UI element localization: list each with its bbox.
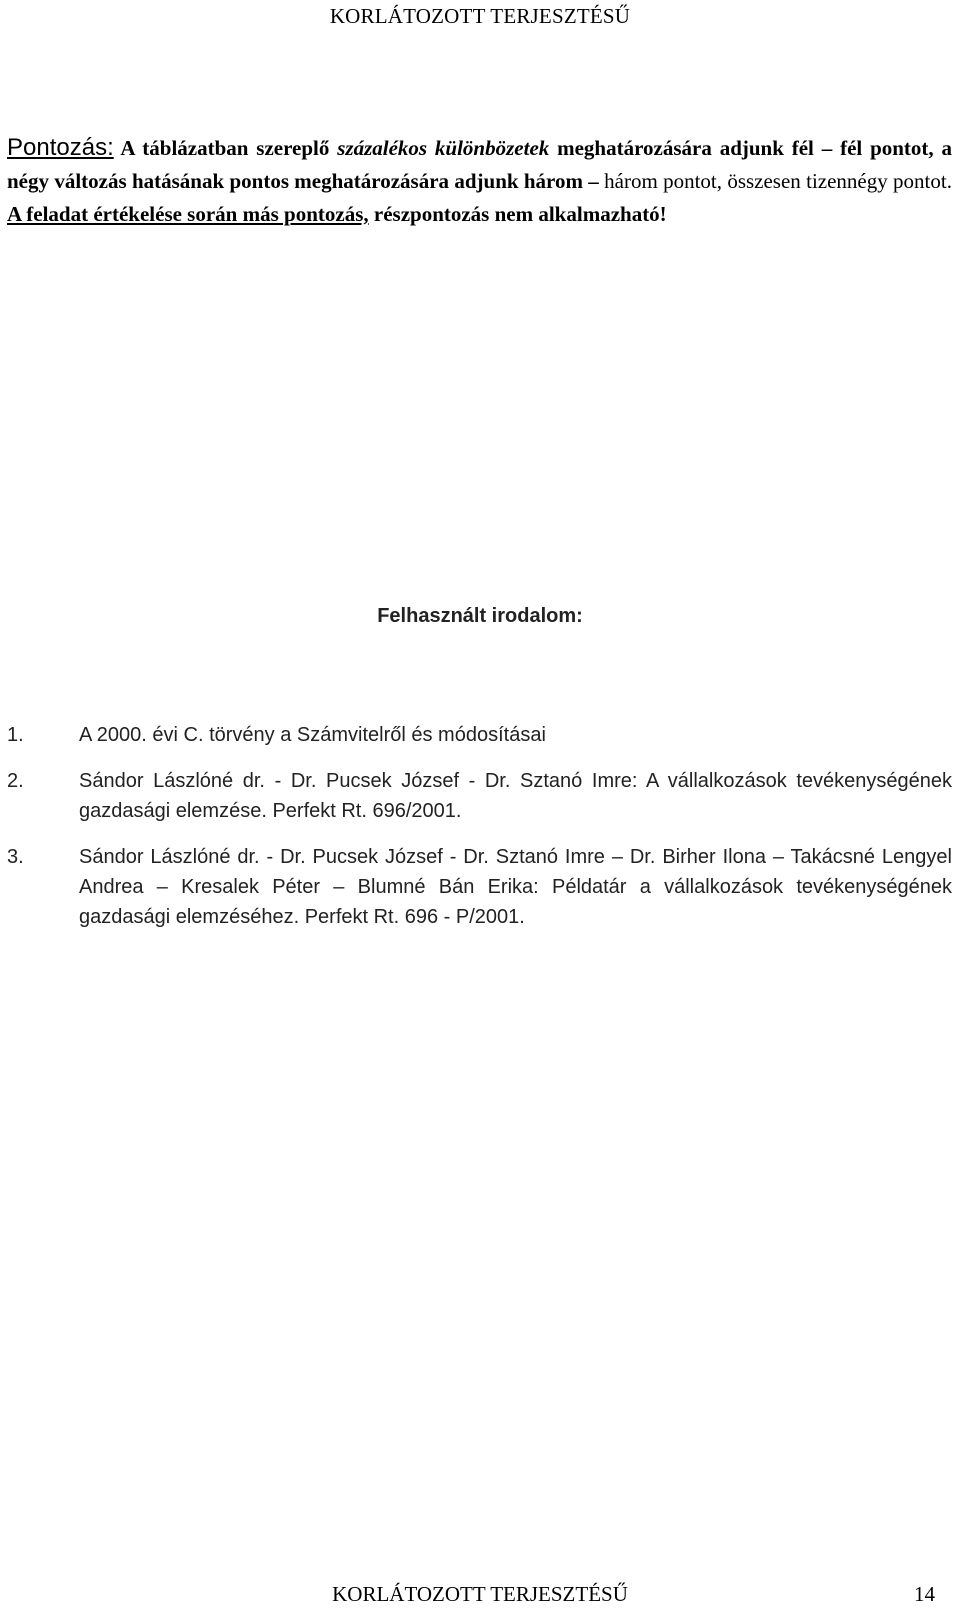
page-header: KORLÁTOZOTT TERJESZTÉSŰ (329, 4, 631, 28)
reference-text: Sándor Lászlóné dr. - Dr. Pucsek József - Dr. Sztanó Imre – Dr. Birher Ilona – Takácsné Lengyel Andrea – Kresalek Péter – Blumné Bán Erika: Példatár a vállalkozások tevékenységének gazdasági elemzéséhez. Perfekt Rt. 696 - P/2001. (79, 846, 952, 928)
reference-item (7, 842, 952, 932)
scoring-text-2: meghatározására adjunk fél – fél pontot, a négy változás hatásának pontos meghatározására adjunk három – (7, 136, 953, 193)
scoring-label: Pontozás: (7, 134, 114, 161)
reference-number: 2. (7, 770, 24, 792)
references-list (7, 720, 952, 948)
reference-text: Sándor Lászlóné dr. - Dr. Pucsek József - Dr. Sztanó Imre: A vállalkozások tevékenységének gazdasági elemzése. Perfekt Rt. 696/2001. (79, 770, 952, 822)
footer-title: KORLÁTOZOTT TERJESZTÉSŰ (332, 1582, 628, 1606)
reference-item (7, 720, 952, 750)
reference-item (7, 766, 952, 826)
scoring-text-italic: százalékos különbözetek (337, 136, 550, 160)
reference-number: 1. (7, 724, 24, 746)
scoring-text-end: részpontozás nem alkalmazható! (368, 202, 667, 226)
reference-number: 3. (7, 846, 24, 868)
scoring-text-plain: három pontot, összesen tizennégy pontot. (604, 169, 952, 193)
reference-text: A 2000. évi C. törvény a Számvitelről és módosításai (79, 724, 546, 746)
scoring-paragraph (7, 131, 952, 231)
references-title: Felhasznált irodalom: (377, 605, 583, 627)
scoring-text-underlined: A feladat értékelése során más pontozás, (7, 202, 369, 226)
page-number: 14 (914, 1582, 935, 1606)
scoring-text-1: A táblázatban szereplő (113, 136, 338, 160)
